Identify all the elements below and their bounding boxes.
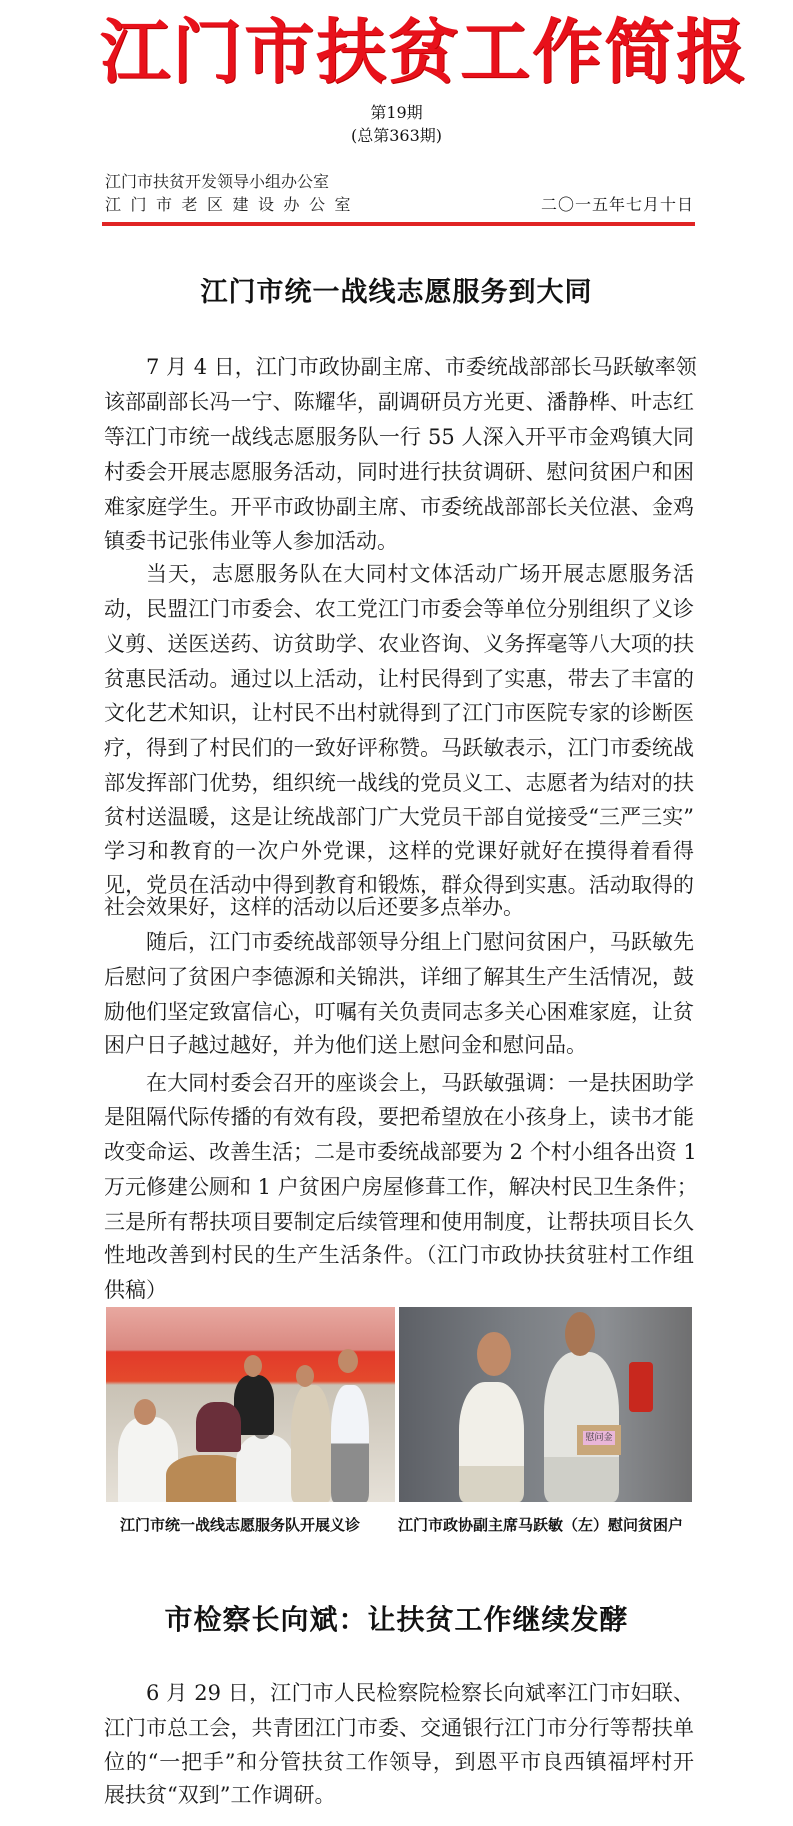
paragraph-line: 三是所有帮扶项目要制定后续管理和使用制度，让帮扶项目长久 (104, 1210, 694, 1234)
person-head (477, 1332, 511, 1376)
person-head (244, 1355, 262, 1377)
paragraph-line: 动，民盟江门市委会、农工党江门市委会等单位分别组织了义诊 (104, 597, 694, 621)
paragraph-line: 文化艺术知识，让村民不出村就得到了江门市医院专家的诊断医 (104, 701, 694, 725)
paragraph-line: 展扶贫“双到”工作调研。 (104, 1783, 336, 1807)
photo-volunteer-clinic (106, 1307, 395, 1502)
person-figure (196, 1402, 241, 1452)
photo-caption-left: 江门市统一战线志愿服务队开展义诊 (120, 1516, 361, 1534)
paragraph-line: 贫村送温暖，这是让统战部门广大党员干部自觉接受“三严三实” (104, 805, 694, 829)
paragraph-line: 社会效果好，这样的活动以后还要多点举办。 (104, 895, 524, 919)
paragraph-line: 随后，江门市委统战部领导分组上门慰问贫困户，马跃敏先 (146, 930, 694, 954)
paragraph-line: 7 月 4 日，江门市政协副主席、市委统战部部长马跃敏率领 (146, 355, 697, 379)
issue-number: 第19期 (370, 103, 423, 122)
envelope (577, 1425, 621, 1455)
paragraph-line: 部发挥部门优势，组织统一战线的党员义工、志愿者为结对的扶 (104, 771, 694, 795)
issue-date: 二〇一五年七月十日 (540, 195, 694, 214)
total-issue-number: (总第363期) (350, 126, 443, 145)
paragraph-line: 疗，得到了村民们的一致好评称赞。马跃敏表示，江门市委统战 (104, 736, 694, 760)
person-head (296, 1365, 314, 1387)
paragraph-line: 等江门市统一战线志愿服务队一行 55 人深入开平市金鸡镇大同 (104, 425, 694, 449)
paragraph-line: 该部副部长冯一宁、陈耀华，副调研员方光更、潘静桦、叶志红 (104, 390, 694, 414)
paragraph-line: 供稿） (104, 1278, 167, 1302)
paragraph-line: 改变命运、改善生活；二是市委统战部要为 2 个村小组各出资 1 (104, 1140, 697, 1164)
paragraph-line: 位的“一把手”和分管扶贫工作领导，到恩平市良西镇福坪村开 (104, 1750, 694, 1774)
envelope-label: 慰问金 (585, 1433, 613, 1443)
person-head (338, 1349, 358, 1373)
paragraph-line: 村委会开展志愿服务活动，同时进行扶贫调研、慰问贫困户和困 (104, 460, 694, 484)
photo-caption-right: 江门市政协副主席马跃敏（左）慰问贫困户 (398, 1516, 684, 1534)
paragraph-line: 贫惠民活动。通过以上活动，让村民得到了实惠，带去了丰富的 (104, 667, 694, 691)
header-divider (102, 222, 695, 226)
person-head (134, 1399, 156, 1425)
paragraph-line: 万元修建公厕和 1 户贫困户房屋修葺工作，解决村民卫生条件； (104, 1175, 698, 1199)
paragraph-line: 励他们坚定致富信心，叮嘱有关负责同志多关心困难家庭，让贫 (104, 1000, 694, 1024)
paragraph-line: 6 月 29 日，江门市人民检察院检察长向斌率江门市妇联、 (146, 1681, 694, 1705)
photo-visit-poor-household (399, 1307, 692, 1502)
paragraph-line: 镇委书记张伟业等人参加活动。 (104, 529, 398, 553)
paragraph-line: 是阻隔代际传播的有效有段，要把希望放在小孩身上，读书才能 (104, 1105, 694, 1129)
person-figure (291, 1385, 331, 1502)
paragraph-line: 江门市总工会，共青团江门市委、交通银行江门市分行等帮扶单 (104, 1716, 694, 1740)
issuing-office-1: 江门市扶贫开发领导小组办公室 (105, 172, 330, 191)
paragraph-line: 见，党员在活动中得到教育和锻炼，群众得到实惠。活动取得的 (104, 873, 694, 897)
issuing-office-2: 江门市老区建设办公室 (105, 195, 361, 214)
masthead-title: 江门市扶贫工作简报 (100, 10, 748, 93)
paragraph-line: 当天，志愿服务队在大同村文体活动广场开展志愿服务活 (146, 562, 694, 586)
person-figure (459, 1382, 524, 1502)
person-figure (331, 1385, 369, 1502)
paragraph-line: 学习和教育的一次户外党课，这样的党课好就好在摸得着看得 (104, 839, 694, 863)
person-head (565, 1312, 595, 1356)
article-1-title: 江门市统一战线志愿服务到大同 (200, 277, 593, 308)
article-2-title: 市检察长向斌：让扶贫工作继续发酵 (164, 1603, 629, 1636)
paragraph-line: 义剪、送医送药、访贫助学、农业咨询、义务挥毫等八大项的扶 (104, 632, 694, 656)
paragraph-line: 后慰问了贫困户李德源和关锦洪，详细了解其生产生活情况，鼓 (104, 965, 694, 989)
paragraph-line: 在大同村委会召开的座谈会上，马跃敏强调：一是扶困助学 (146, 1071, 694, 1095)
paragraph-line: 性地改善到村民的生产生活条件。（江门市政协扶贫驻村工作组 (104, 1243, 694, 1267)
paragraph-line: 困户日子越过越好，并为他们送上慰问金和慰问品。 (104, 1033, 587, 1057)
person-figure (236, 1435, 294, 1502)
red-cloth (629, 1362, 653, 1412)
paragraph-line: 难家庭学生。开平市政协副主席、市委统战部部长关位湛、金鸡 (104, 495, 694, 519)
